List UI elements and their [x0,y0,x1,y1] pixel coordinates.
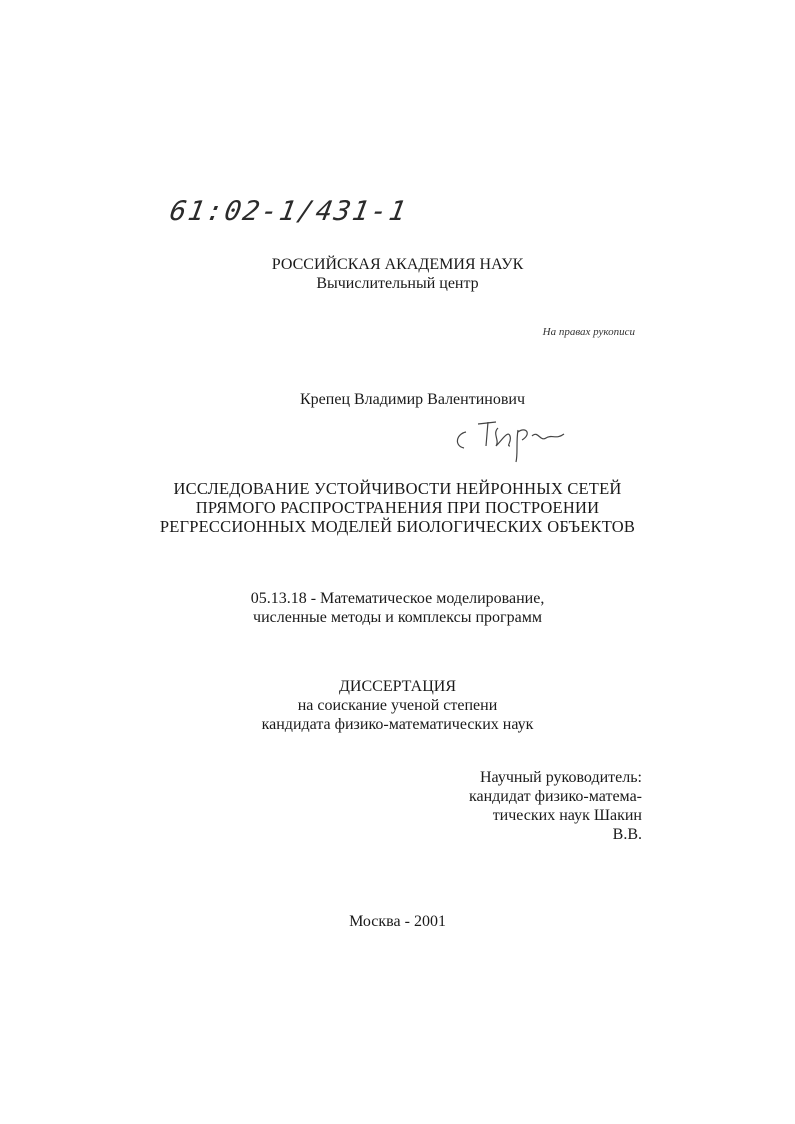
degree-line: на соискание ученой степени [297,697,498,714]
organization-block [0,255,795,293]
organization-name: РОССИЙСКАЯ АКАДЕМИЯ НАУК [271,256,524,273]
author-name: Крепец Владимир Валентинович [300,391,525,408]
dissertation-block [0,677,795,734]
supervisor-line: Научный руководитель: [479,769,642,786]
specialty-line: 05.13.18 - Математическое моделирование, [250,590,545,607]
degree-line: кандидата физико-математических наук [261,716,534,733]
supervisor-line: кандидат физико-матема- [468,788,642,805]
supervisor-block [462,768,642,844]
title-line: РЕГРЕССИОННЫХ МОДЕЛЕЙ БИОЛОГИЧЕСКИХ ОБЪЕКТОВ [159,517,636,536]
specialty-block [0,589,795,627]
supervisor-line: тических наук Шакин В.В. [492,807,642,843]
handwritten-archive-number: 61:02-1/431-1 [167,196,411,227]
author-signature [452,412,572,464]
title-line: ПРЯМОГО РАСПРОСТРАНЕНИЯ ПРИ ПОСТРОЕНИИ [195,498,600,517]
rights-note: На правах рукописи [542,326,635,338]
organization-department: Вычислительный центр [316,275,479,292]
city-year: Москва - 2001 [349,913,446,930]
title-line: ИССЛЕДОВАНИЕ УСТОЙЧИВОСТИ НЕЙРОННЫХ СЕТЕЙ [173,479,622,498]
dissertation-title [0,479,795,536]
specialty-line: численные методы и комплексы программ [253,609,542,626]
dissertation-label: ДИССЕРТАЦИЯ [339,678,456,695]
